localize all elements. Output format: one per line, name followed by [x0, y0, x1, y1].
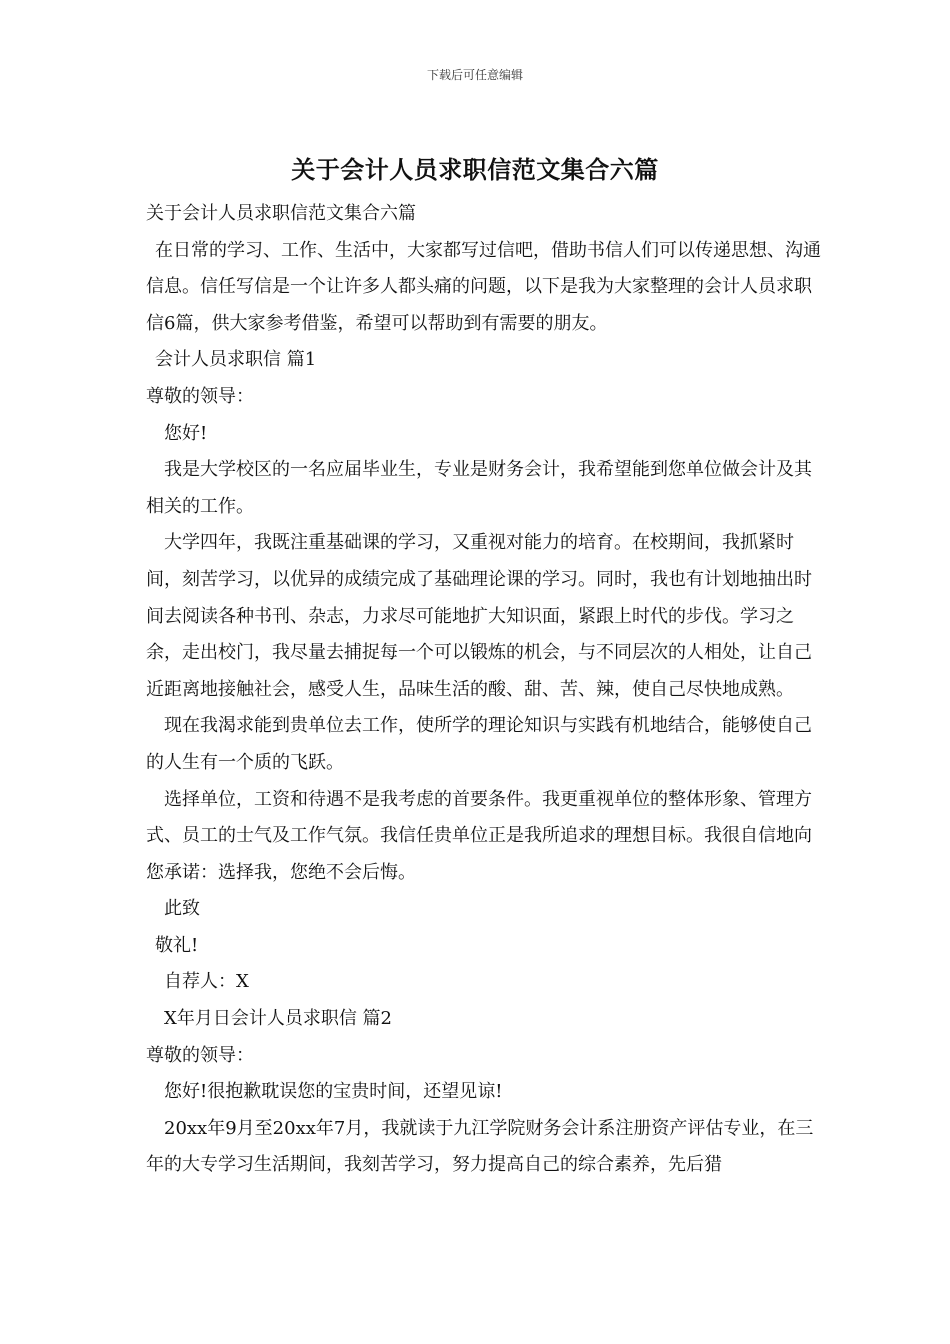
body-paragraph: 敬礼! [155, 934, 199, 956]
body-paragraph: 自荐人：X [164, 971, 249, 993]
header-note: 下载后可任意编辑 [426, 68, 523, 82]
body-paragraph: 尊敬的领导： [146, 1044, 254, 1066]
body-paragraph: 会计人员求职信 篇1 [155, 349, 317, 371]
document-title: 关于会计人员求职信范文集合六篇 [291, 155, 659, 184]
body-paragraph: 20xx年9月至20xx年7月，我就读于九江学院财务会计系注册资产评估专业，在三年的大专学习生活期间，我刻苦学习，努力提高自己的综合素养，先后猎 [146, 1117, 814, 1176]
body-paragraph: 现在我渴求能到贵单位去工作，使所学的理论知识与实践有机地结合，能够使自己的人生有一个质的飞跃。 [146, 715, 812, 773]
body-paragraph: 您好! [164, 422, 208, 444]
body-paragraph: 您好!很抱歉耽误您的宝贵时间，还望见谅! [164, 1081, 503, 1103]
body-paragraph: 尊敬的领导： [146, 385, 254, 407]
body-paragraph: 关于会计人员求职信范文集合六篇 [146, 203, 416, 224]
body-paragraph: 选择单位，工资和待遇不是我考虑的首要条件。我更重视单位的整体形象、管理方式、员工的士气及工作气氛。我信任贵单位正是我所追求的理想目标。我很自信地向您承诺：选择我，您绝不会后悔。 [146, 788, 812, 883]
body-paragraph: 在日常的学习、工作、生活中，大家都写过信吧，借助书信人们可以传递思想、沟通信息。信任写信是一个让许多人都头痛的问题，以下是我为大家整理的会计人员求职信6篇，供大家参考借鉴，希望可以帮助到有需要的朋友。 [146, 239, 821, 334]
body-paragraph: 大学四年，我既注重基础课的学习，又重视对能力的培育。在校期间，我抓紧时间，刻苦学习，以优异的成绩完成了基础理论课的学习。同时，我也有计划地抽出时间去阅读各种书刊、杂志，力求尽可能地扩大知识面，紧跟上时代的步伐。学习之余，走出校门，我尽量去捕捉每一个可以锻炼的机会，与不同层次的人相处，让自己近距离地接触社会，感受人生，品味生活的酸、甜、苦、辣，使自己尽快地成熟。 [146, 532, 812, 700]
document-body [146, 196, 826, 1184]
body-paragraph: X年月日会计人员求职信 篇2 [164, 1008, 392, 1030]
body-paragraph: 我是大学校区的一名应届毕业生，专业是财务会计，我希望能到您单位做会计及其相关的工作。 [146, 459, 812, 517]
body-paragraph: 此致 [164, 898, 200, 920]
